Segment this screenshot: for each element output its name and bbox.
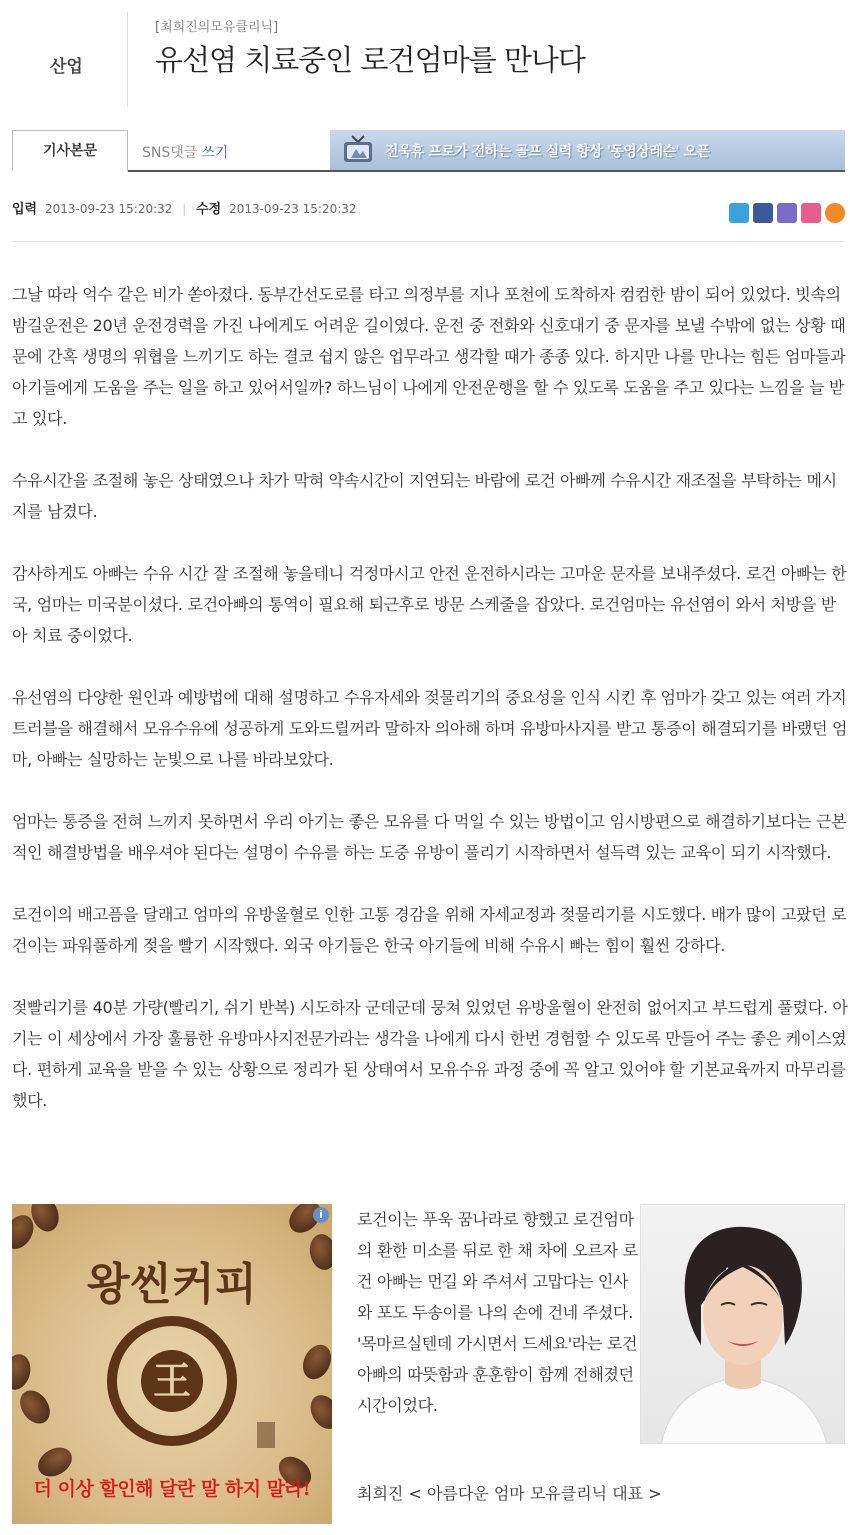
author-portrait-illustration bbox=[641, 1205, 845, 1444]
ad-emblem-glyph: 王 bbox=[141, 1350, 203, 1412]
series-tag[interactable]: [최희진의모유클리닉] bbox=[155, 20, 279, 35]
input-label: 입력 bbox=[12, 202, 38, 217]
promo-banner[interactable] bbox=[330, 130, 845, 170]
ad-seal-stamp bbox=[257, 1422, 275, 1448]
coffee-ad[interactable] bbox=[12, 1204, 332, 1524]
coffee-bean-decoration bbox=[14, 1385, 56, 1429]
share-buttons bbox=[729, 203, 845, 223]
tab-sns-label: SNS댓글 bbox=[142, 145, 198, 161]
article-paragraph: 젖빨리기를 40분 가량(빨리기, 쉬기 반복) 시도하자 군데군데 뭉쳐 있었던 유방울혈이 완전히 없어지고 부드럽게 풀렸다. 아기는 이 세상에서 가장 훌륭한 유방마사지전문가라는 생각을 나에게 다시 한번 경험할 수 있도록 만들어 주는 좋은 케이스였다. 편하게 교육을 받을 수 있는 상황으로 정리가 된 상태여서 모유수유 과정 중에 꼭 알고 있어야 할 기본교육까지 마무리를 했다. bbox=[12, 998, 848, 1110]
article-paragraph: 수유시간을 조절해 놓은 상태였으나 차가 막혀 약속시간이 지연되는 바람에 로건 아빠께 수유시간 재조절을 부탁하는 메시지를 남겼다. bbox=[12, 471, 837, 521]
section-name[interactable]: 산업 bbox=[50, 57, 83, 77]
coffee-bean-decoration bbox=[298, 1340, 332, 1384]
article-header bbox=[0, 0, 850, 110]
modified-time: 2013-09-23 15:20:32 bbox=[229, 202, 357, 216]
promo-text: 전욱휴 프로가 전하는 골프 실력 향상 '동영상레슨' 오픈 bbox=[385, 144, 710, 160]
twitter-icon[interactable] bbox=[729, 203, 749, 223]
modified-label: 수정 bbox=[196, 202, 222, 217]
meta-separator: | bbox=[182, 202, 187, 216]
tab-sns-comments[interactable] bbox=[142, 142, 228, 162]
ad-title: 왕씬커피 bbox=[86, 1259, 257, 1310]
ad-info-icon[interactable]: i bbox=[313, 1207, 329, 1223]
article-paragraph: 그날 따라 억수 같은 비가 쏟아졌다. 동부간선도로를 타고 의정부를 지나 포천에 도착하자 컴컴한 밤이 되어 있었다. 빗속의 밤길운전은 20년 운전경력을 가진 나에게도 어려운 길이였다. 운전 중 전화와 신호대기 중 문자를 보낼 수밖에 없는 상황 때문에 간혹 생명의 위협을 느끼기도 하는 결코 쉽지 않은 업무라고 생각할 때가 종종 있다. 하지만 나를 만나는 힘든 엄마들과 아기들에게 도움을 주는 일을 하고 있어서일까? 하느님이 나에게 안전운행을 할 수 있도록 도움을 주고 있다는 느낌을 늘 받고 있다. bbox=[12, 285, 846, 428]
ad-slogan: 더 이상 할인해 달란 말 하지 말라! bbox=[33, 1478, 311, 1500]
header-divider bbox=[127, 12, 128, 107]
article-body bbox=[12, 279, 848, 1147]
article-paragraph: 감사하게도 아빠는 수유 시간 잘 조절해 놓을테니 걱정마시고 안전 운전하시라는 고마운 문자를 보내주셨다. 로건 아빠는 한국, 엄마는 미국분이셨다. 로건아빠의 통역이 필요해 퇴근후로 방문 스케줄을 잡았다. 로건엄마는 유선염이 와서 처방을 받아 치료 중이었다. bbox=[12, 564, 847, 645]
article-headline: 유선염 치료중인 로건엄마를 만나다 bbox=[155, 43, 585, 77]
me2day-icon[interactable] bbox=[777, 203, 797, 223]
tab-sns-write[interactable]: 쓰기 bbox=[201, 145, 229, 161]
article-meta bbox=[12, 198, 845, 242]
closing-paragraph: 로건이는 푸욱 꿈나라로 향했고 로건엄마의 환한 미소를 뒤로 한 채 차에 오르자 로건 아빠는 먼길 와 주셔서 고맙다는 인사와 포도 두송이를 나의 손에 건네 주셨다. '목마르실텐데 가시면서 드세요'라는 로건아빠의 따뜻함과 훈훈함이 함께 전해졌던 시간이었다. bbox=[357, 1210, 638, 1415]
article-tabbar bbox=[12, 130, 845, 172]
ad-emblem bbox=[107, 1316, 237, 1446]
coffee-bean-decoration bbox=[305, 1390, 332, 1434]
article-paragraph: 유선염의 다양한 원인과 예방법에 대해 설명하고 수유자세와 젖물리기의 중요성을 인식 시킨 후 엄마가 갖고 있는 여러 가지 트러블을 해결해서 모유수유에 성공하게 도와드릴꺼라 말하자 의아해 하며 유방마사지를 받고 통증이 해결되기를 바랬던 엄마, 아빠는 실망하는 눈빛으로 나를 바라보았다. bbox=[12, 688, 848, 769]
article-paragraph: 엄마는 통증을 전혀 느끼지 못하면서 우리 아기는 좋은 모유를 다 먹일 수 있는 방법이고 임시방편으로 해결하기보다는 근본적인 해결방법을 배우셔야 된다는 설명이 수유를 하는 도중 유방이 풀리기 시작하면서 설득력 있는 교육이 되기 시작했다. bbox=[12, 812, 847, 862]
input-time: 2013-09-23 15:20:32 bbox=[44, 202, 173, 216]
rss-icon[interactable] bbox=[825, 203, 845, 223]
article-paragraph: 로건이의 배고픔을 달래고 엄마의 유방울혈로 인한 고통 경감을 위해 자세교정과 젖물리기를 시도했다. 배가 많이 고팠던 로건이는 파워풀하게 젖을 빨기 시작했다. 외국 아기들은 한국 아기들에 비해 수유시 빠는 힘이 훨씬 강하다. bbox=[12, 905, 847, 955]
facebook-icon[interactable] bbox=[753, 203, 773, 223]
tv-icon bbox=[342, 134, 374, 164]
yozm-icon[interactable] bbox=[801, 203, 821, 223]
author-byline: 최희진 < 아름다운 엄마 모유클리닉 대표 > bbox=[357, 1484, 662, 1503]
author-photo bbox=[640, 1204, 845, 1444]
tab-article-body[interactable]: 기사본문 bbox=[12, 130, 128, 172]
coffee-bean-decoration bbox=[12, 1351, 34, 1393]
